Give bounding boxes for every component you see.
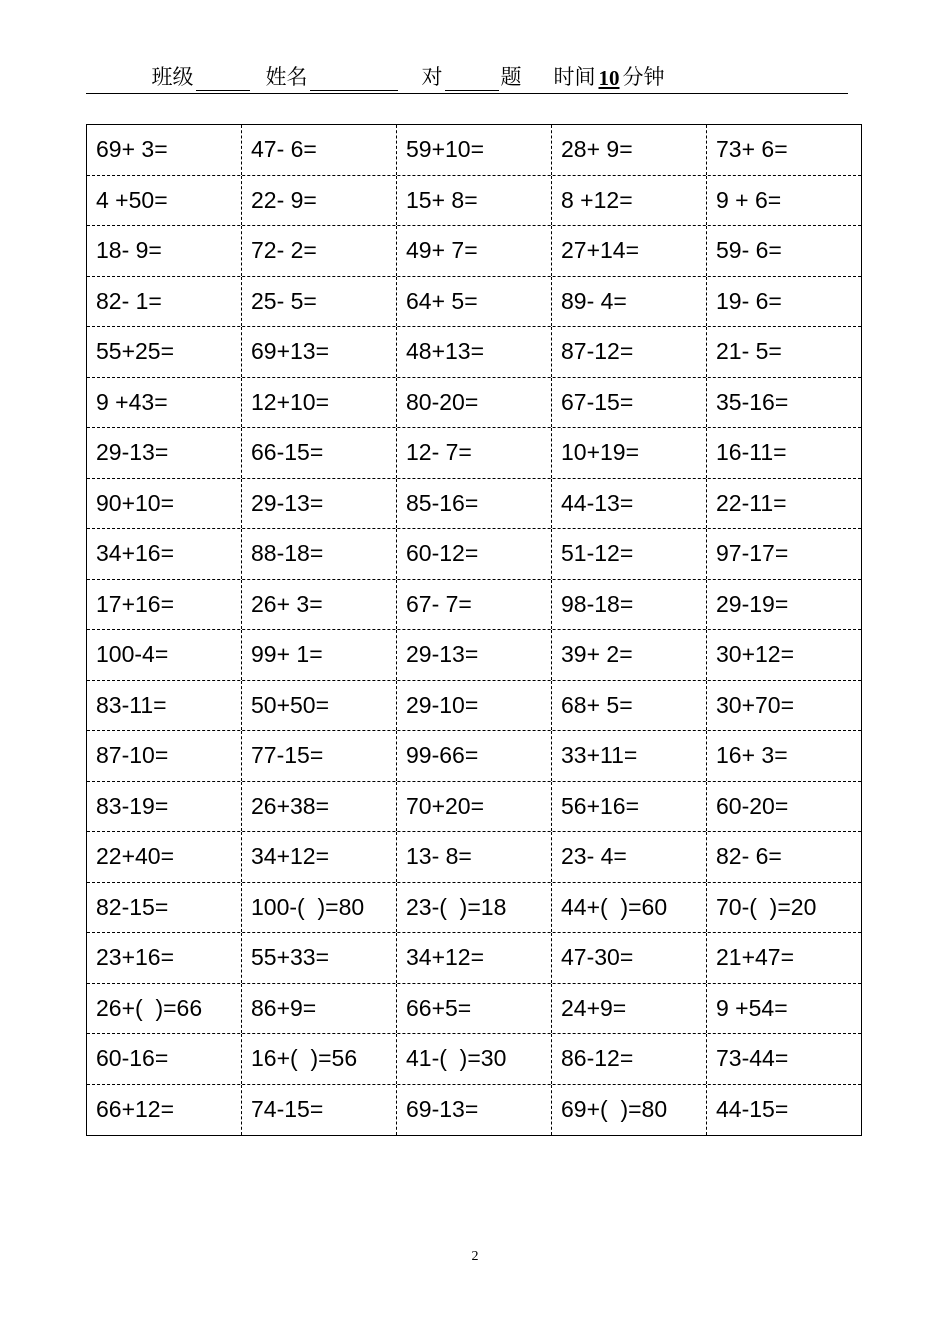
problem-cell[interactable]: 16+( )=56 [242, 1034, 397, 1084]
problem-cell[interactable]: 21+47= [716, 944, 795, 971]
problem-row [87, 176, 861, 227]
problem-cell[interactable]: 77-15= [242, 731, 397, 781]
problem-cell[interactable]: 66+12= [87, 1085, 242, 1136]
problem-row [87, 681, 861, 732]
problem-cell[interactable]: 41-( )=30 [397, 1034, 552, 1084]
problem-cell[interactable]: 98-18= [552, 580, 707, 630]
problem-cell[interactable]: 22- 9= [242, 176, 397, 226]
problem-cell[interactable]: 9 +43= [87, 378, 242, 428]
problem-row [87, 883, 861, 934]
problem-cell[interactable]: 100-4= [87, 630, 242, 680]
problem-row [87, 226, 861, 277]
problem-cell[interactable]: 12- 7= [397, 428, 552, 478]
problem-cell[interactable]: 12+10= [242, 378, 397, 428]
problem-row [87, 1034, 861, 1085]
problem-cell[interactable]: 59- 6= [716, 237, 782, 264]
problem-row [87, 479, 861, 530]
problem-cell[interactable]: 66+5= [397, 984, 552, 1034]
time-value: 10 [598, 66, 620, 90]
problem-cell[interactable]: 69-13= [397, 1085, 552, 1136]
problem-cell[interactable]: 39+ 2= [552, 630, 707, 680]
problem-cell[interactable]: 23+16= [87, 933, 242, 983]
class-blank[interactable] [196, 68, 250, 91]
question-label: 题 [500, 65, 522, 89]
problem-cell[interactable]: 69+ 3= [87, 125, 242, 175]
problem-cell[interactable]: 23-( )=18 [397, 883, 552, 933]
problem-cell[interactable]: 80-20= [397, 378, 552, 428]
problem-cell[interactable]: 33+11= [552, 731, 707, 781]
problem-cell[interactable]: 29-13= [87, 428, 242, 478]
class-label: 班级 [151, 65, 194, 89]
problem-row [87, 580, 861, 631]
problem-cell[interactable]: 86+9= [242, 984, 397, 1034]
problem-cell[interactable]: 85-16= [397, 479, 552, 529]
problem-cell[interactable]: 10+19= [552, 428, 707, 478]
problem-cell[interactable]: 73-44= [716, 1045, 789, 1072]
problem-cell[interactable]: 82-15= [87, 883, 242, 933]
problem-row [87, 782, 861, 833]
problem-cell[interactable]: 51-12= [552, 529, 707, 579]
problem-cell[interactable]: 100-( )=80 [242, 883, 397, 933]
problem-cell[interactable]: 89- 4= [552, 277, 707, 327]
problem-cell[interactable]: 49+ 7= [397, 226, 552, 276]
problem-cell[interactable]: 47-30= [552, 933, 707, 983]
problem-cell[interactable]: 69+( )=80 [552, 1085, 707, 1136]
problem-cell[interactable]: 29-10= [397, 681, 552, 731]
problem-cell[interactable]: 28+ 9= [552, 125, 707, 175]
problem-cell[interactable]: 24+9= [552, 984, 707, 1034]
problem-cell[interactable]: 86-12= [552, 1034, 707, 1084]
problem-cell[interactable]: 34+12= [242, 832, 397, 882]
problem-row [87, 1085, 861, 1136]
time-unit: 分钟 [622, 65, 665, 89]
problem-cell[interactable]: 19- 6= [716, 287, 782, 314]
problem-cell[interactable]: 83-11= [87, 681, 242, 731]
problem-cell[interactable]: 83-19= [87, 782, 242, 832]
problem-cell[interactable]: 34+16= [87, 529, 242, 579]
problem-cell[interactable]: 18- 9= [87, 226, 242, 276]
arithmetic-problem-grid [86, 124, 862, 1136]
problem-cell[interactable]: 15+ 8= [397, 176, 552, 226]
problem-cell[interactable]: 22+40= [87, 832, 242, 882]
problem-cell[interactable]: 48+13= [397, 327, 552, 377]
problem-cell[interactable]: 29-19= [716, 590, 789, 617]
correct-label: 对 [421, 65, 443, 89]
problem-cell[interactable]: 16+ 3= [716, 742, 788, 769]
problem-cell[interactable]: 34+12= [397, 933, 552, 983]
problem-cell[interactable]: 26+38= [242, 782, 397, 832]
problem-cell[interactable]: 87-12= [552, 327, 707, 377]
problem-cell[interactable]: 8 +12= [552, 176, 707, 226]
problem-row [87, 731, 861, 782]
problem-cell[interactable]: 50+50= [242, 681, 397, 731]
problem-row [87, 832, 861, 883]
problem-row [87, 378, 861, 429]
problem-row [87, 277, 861, 328]
problem-cell[interactable]: 29-13= [397, 630, 552, 680]
problem-row [87, 933, 861, 984]
problem-cell[interactable]: 9 + 6= [716, 186, 782, 213]
problem-cell[interactable]: 44-15= [716, 1096, 789, 1123]
problem-cell[interactable]: 13- 8= [397, 832, 552, 882]
problem-cell[interactable]: 55+33= [242, 933, 397, 983]
problem-row [87, 428, 861, 479]
problem-cell[interactable]: 44-13= [552, 479, 707, 529]
page-number: 2 [471, 1249, 479, 1264]
problem-cell[interactable]: 64+ 5= [397, 277, 552, 327]
problem-cell[interactable]: 60-20= [716, 792, 789, 819]
problem-cell[interactable]: 30+70= [716, 691, 795, 718]
problem-row [87, 529, 861, 580]
problem-cell[interactable]: 55+25= [87, 327, 242, 377]
problem-cell[interactable]: 82- 1= [87, 277, 242, 327]
problem-cell[interactable]: 26+ 3= [242, 580, 397, 630]
problem-cell[interactable]: 67-15= [552, 378, 707, 428]
name-blank[interactable] [310, 68, 398, 91]
problem-cell[interactable]: 88-18= [242, 529, 397, 579]
problem-cell[interactable]: 60-16= [87, 1034, 242, 1084]
problem-cell[interactable]: 69+13= [242, 327, 397, 377]
problem-cell[interactable]: 25- 5= [242, 277, 397, 327]
problem-row [87, 125, 861, 176]
problem-cell[interactable]: 56+16= [552, 782, 707, 832]
problem-cell[interactable]: 68+ 5= [552, 681, 707, 731]
problem-cell[interactable]: 17+16= [87, 580, 242, 630]
problem-cell[interactable]: 26+( )=66 [87, 984, 242, 1034]
problem-row [87, 630, 861, 681]
worksheet-header [86, 62, 848, 94]
problem-cell[interactable]: 23- 4= [552, 832, 707, 882]
name-label: 姓名 [265, 65, 308, 89]
problem-cell[interactable]: 87-10= [87, 731, 242, 781]
problem-cell[interactable]: 70+20= [397, 782, 552, 832]
problem-cell[interactable]: 29-13= [242, 479, 397, 529]
time-label: 时间 [553, 65, 596, 89]
problem-cell[interactable]: 27+14= [552, 226, 707, 276]
problem-row [87, 984, 861, 1035]
problem-cell[interactable]: 66-15= [242, 428, 397, 478]
problem-cell[interactable]: 30+12= [716, 641, 795, 668]
problem-cell[interactable]: 21- 5= [716, 338, 782, 365]
problem-cell[interactable]: 90+10= [87, 479, 242, 529]
problem-cell[interactable]: 9 +54= [716, 994, 788, 1021]
problem-row [87, 327, 861, 378]
problem-cell[interactable]: 44+( )=60 [552, 883, 707, 933]
problem-cell[interactable]: 82- 6= [716, 843, 782, 870]
problem-cell[interactable]: 4 +50= [87, 176, 242, 226]
problem-cell[interactable]: 60-12= [397, 529, 552, 579]
problem-cell[interactable]: 97-17= [716, 540, 789, 567]
problem-cell[interactable]: 35-16= [716, 388, 789, 415]
problem-cell[interactable]: 99+ 1= [242, 630, 397, 680]
problem-cell[interactable]: 59+10= [397, 125, 552, 175]
problem-cell[interactable]: 72- 2= [242, 226, 397, 276]
correct-count-blank[interactable] [445, 68, 499, 91]
problem-cell[interactable]: 67- 7= [397, 580, 552, 630]
problem-cell[interactable]: 47- 6= [242, 125, 397, 175]
problem-cell[interactable]: 74-15= [242, 1085, 397, 1136]
problem-cell[interactable]: 99-66= [397, 731, 552, 781]
problem-cell[interactable]: 70-( )=20 [716, 893, 817, 920]
problem-cell[interactable]: 16-11= [716, 439, 787, 466]
problem-cell[interactable]: 22-11= [716, 489, 787, 516]
problem-cell[interactable]: 73+ 6= [716, 136, 788, 163]
